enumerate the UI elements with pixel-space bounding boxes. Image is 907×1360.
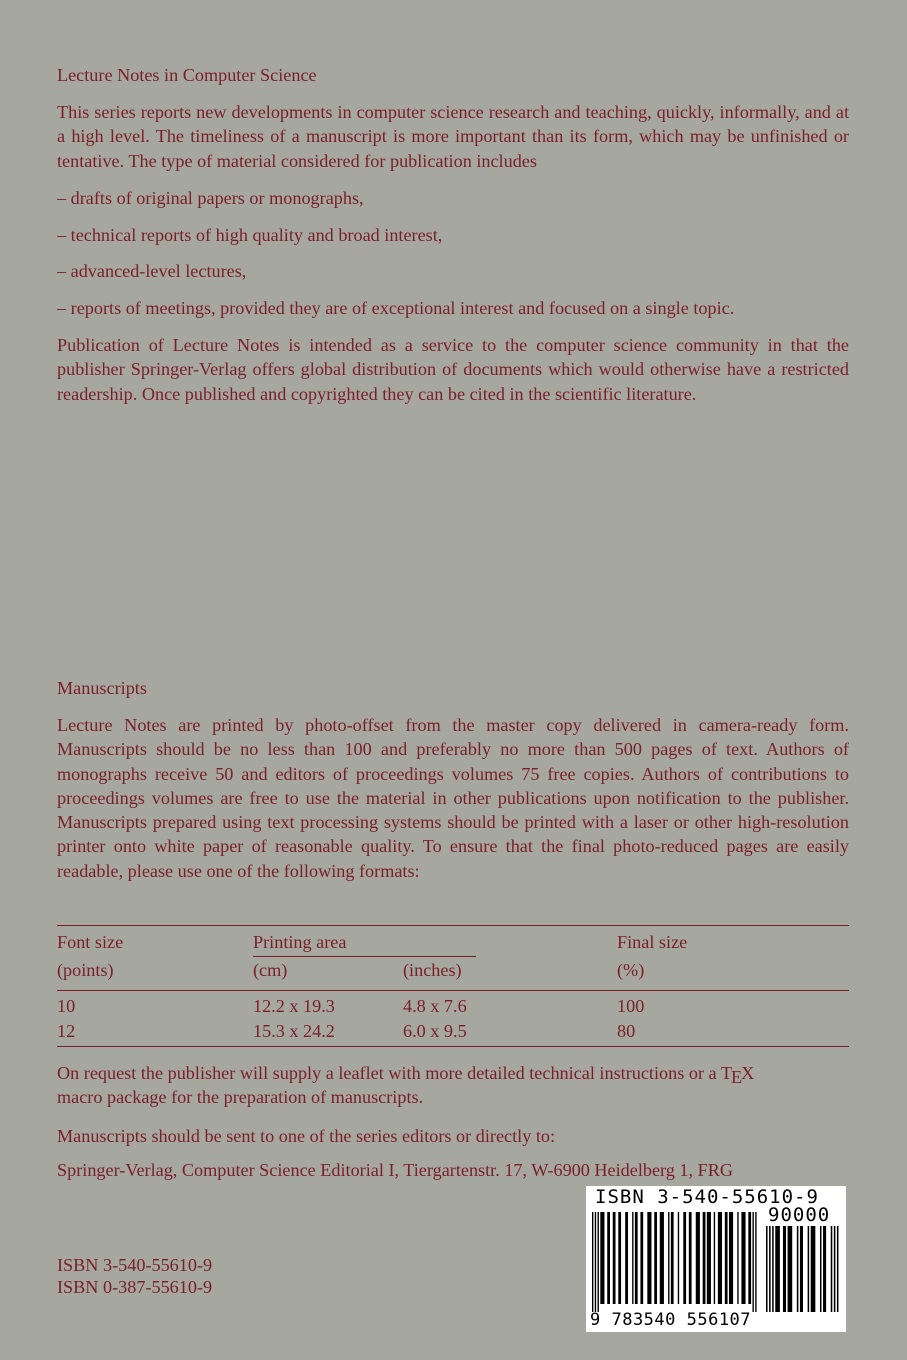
barcode-bar — [668, 1212, 669, 1304]
barcode-bar — [752, 1212, 753, 1312]
barcode-bar — [837, 1226, 839, 1312]
barcode-bar — [678, 1212, 679, 1304]
barcode-bar — [811, 1226, 816, 1312]
barcode-bar — [714, 1212, 715, 1304]
tex-logo: TEX — [720, 1063, 755, 1087]
barcode-ean-number: 9 783540 556107 — [590, 1310, 752, 1330]
barcode-bar — [737, 1212, 738, 1304]
list-item: – reports of meetings, provided they are of exceptional interest and focused on a single topic. — [57, 298, 735, 318]
table-cell: 80 — [617, 1021, 636, 1041]
barcode-bar — [607, 1212, 610, 1304]
table-cell: 12 — [57, 1021, 76, 1041]
leaflet-text-line2: macro package for the preparation of manuscripts. — [57, 1087, 424, 1108]
header-font-size: Font size — [57, 932, 124, 952]
barcode-bar — [718, 1212, 722, 1304]
barcode-bar — [766, 1226, 768, 1312]
barcode-bar — [595, 1212, 596, 1312]
table-rule-sub — [253, 956, 476, 957]
barcode-bar — [729, 1212, 733, 1304]
barcode-bar — [640, 1212, 643, 1304]
barcode-bar — [618, 1212, 621, 1304]
barcode-bar — [696, 1212, 700, 1304]
send-to-text: Manuscripts should be sent to one of the series editors or directly to: — [57, 1126, 556, 1146]
barcode-bar — [800, 1226, 803, 1312]
barcode-bar — [775, 1226, 780, 1312]
barcode-bar — [772, 1226, 774, 1312]
barcode-bar — [808, 1226, 810, 1312]
publisher-address: Springer-Verlag, Computer Science Editorial I, Tiergartenstr. 17, W-6900 Heidelberg 1, FRG — [57, 1160, 733, 1180]
list-item: – advanced-level lectures, — [57, 261, 247, 281]
barcode-bar — [831, 1226, 833, 1312]
barcode-bar — [725, 1212, 728, 1304]
barcode-bar — [788, 1226, 793, 1312]
table-rule-top — [57, 925, 849, 926]
barcode-bar — [820, 1226, 822, 1312]
barcode-bar — [660, 1212, 664, 1304]
table-rule-bottom — [57, 1046, 849, 1047]
leaflet-text: On request the publisher will supply a leaflet with more detailed technical instructions or a — [57, 1063, 721, 1083]
series-heading: Lecture Notes in Computer Science — [57, 65, 317, 85]
isbn-line-2: ISBN 0-387-55610-9 — [57, 1277, 213, 1297]
barcode-price-code: 90000 — [768, 1204, 831, 1226]
barcode-bar — [613, 1212, 616, 1304]
barcode-bar — [783, 1226, 786, 1312]
barcode-bar — [834, 1226, 836, 1312]
barcode-bar — [707, 1212, 711, 1304]
barcode-bar — [625, 1212, 628, 1304]
isbn-line-1: ISBN 3-540-55610-9 — [57, 1255, 213, 1275]
header-percent: (%) — [617, 960, 645, 980]
barcode-bar — [598, 1212, 599, 1312]
barcode-bar — [703, 1212, 706, 1304]
barcode-bar — [823, 1226, 826, 1312]
barcode-bar — [592, 1212, 593, 1312]
table-cell: 10 — [57, 996, 76, 1016]
header-printing-area: Printing area — [253, 932, 347, 952]
barcode-bar — [755, 1212, 756, 1312]
barcode-bar — [683, 1212, 686, 1304]
barcode-isbn-text: ISBN 3-540-55610-9 — [595, 1186, 819, 1208]
leaflet-paragraph — [57, 1061, 857, 1110]
table-cell: 15.3 x 24.2 — [253, 1021, 335, 1041]
barcode-bar — [748, 1212, 751, 1304]
table-cell: 12.2 x 19.3 — [253, 996, 335, 1016]
barcode-bar — [797, 1226, 799, 1312]
barcode-label — [586, 1186, 846, 1332]
barcode-bar — [635, 1212, 638, 1304]
publication-paragraph: Publication of Lecture Notes is intended as a service to the computer science community in that the publisher Springer-Verlag offers global distribution of documents which would otherwise have a restricted readership. Once published and copyrighted they can be cited in the scientific literature. — [57, 335, 849, 404]
barcode-bar — [671, 1212, 674, 1304]
barcode-bar — [632, 1212, 633, 1304]
header-final-size: Final size — [617, 932, 688, 952]
table-rule-mid — [57, 990, 849, 991]
barcode-bar — [647, 1212, 651, 1304]
table-cell: 4.8 x 7.6 — [403, 996, 467, 1016]
series-intro: This series reports new developments in computer science research and teaching, quickly, informally, and at a high level. The timeliness of a manuscript is more important than its form, which may be unfinished or tentative. The type of material considered for publication includes — [57, 102, 849, 171]
table-cell: 100 — [617, 996, 645, 1016]
header-cm: (cm) — [253, 960, 288, 980]
barcode-bar — [600, 1212, 604, 1304]
manuscripts-body: Lecture Notes are printed by photo-offset from the master copy delivered in camera-ready form. Manuscripts should be no less than 100 and preferably no more than 500 pages of text. Authors of monographs receive 50 and editors of proceedings volumes 75 free copies. Authors of contributions to proceedings volumes are free to use the material in other publications upon notification to the publisher. Manuscripts prepared using text processing systems should be printed with a laser or other high-resolution printer onto white paper of reasonable quality. To ensure that the final photo-reduced pages are easily readable, please use one of the following formats: — [57, 715, 849, 881]
table-cell: 6.0 x 9.5 — [403, 1021, 467, 1041]
barcode-bar — [769, 1226, 771, 1312]
barcode-bar — [654, 1212, 657, 1304]
list-item: – drafts of original papers or monographs, — [57, 188, 364, 208]
barcode-bar — [741, 1212, 745, 1304]
list-item: – technical reports of high quality and broad interest, — [57, 225, 443, 245]
barcode-bar — [689, 1212, 692, 1304]
barcode-bars-addon — [766, 1226, 840, 1312]
header-inches: (inches) — [403, 960, 462, 980]
manuscripts-heading: Manuscripts — [57, 678, 147, 698]
barcode-bars-ean — [592, 1212, 758, 1312]
header-points: (points) — [57, 960, 114, 980]
